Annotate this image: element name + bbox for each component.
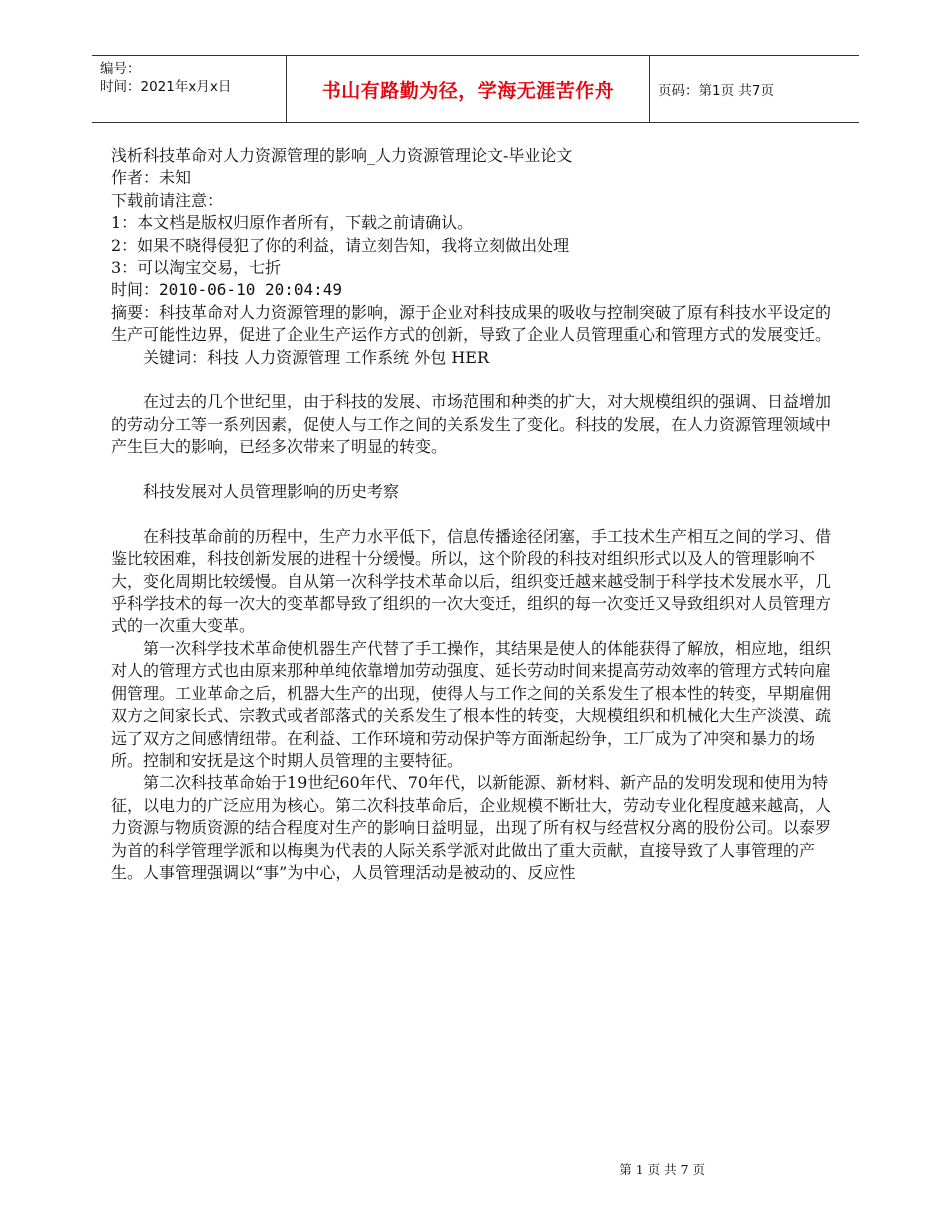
page-info: 页码：第1页 共7页 [658,83,774,99]
document-body [111,145,831,884]
header-left [100,60,231,96]
paragraph-3: 第一次科学技术革命使机器生产代替了手工操作，其结果是使人的体能获得了解放，相应地，组织对人的管理方式也由原来那种单纯依靠增加劳动强度、延长劳动时间来提高劳动效率的管理方式转向雇佣管理。工业革命之后，机器大生产的出现，使得人与工作之间的关系发生了根本性的转变，早期雇佣双方之间家长式、宗教式或者部落式的关系发生了根本性的转变，大规模组织和机械化大生产淡漠、疏远了双方之间感情纽带。在利益、工作环境和劳动保护等方面渐起纷争，工厂成为了冲突和暴力的场所。控制和安抚是这个时期人员管理的主要特征。 [111,638,832,770]
abstract: 摘要：科技革命对人力资源管理的影响，源于企业对科技成果的吸收与控制突破了原有科技水平设定的生产可能性边界，促进了企业生产运作方式的创新，导致了企业人员管理重心和管理方式的发展变迁。 [111,302,832,345]
doc-title: 浅析科技革命对人力资源管理的影响_人力资源管理论文-毕业论文 [111,146,573,165]
keywords: 关键词：科技 人力资源管理 工作系统 外包 HER [143,347,490,367]
time-label: 时间：2021年x月x日 [100,79,232,95]
page-header [92,55,859,123]
motto: 书山有路勤为径，学海无涯苦作舟 [286,56,650,122]
doc-author: 作者：未知 [111,168,192,188]
paragraph-1: 在过去的几个世纪里，由于科技的发展、市场范围和种类的扩大，对大规模组织的强调、日益增加的劳动分工等一系列因素，促使人与工作之间的关系发生了变化。科技的发展，在人力资源管理领域中产生巨大的影响，已经多次带来了明显的转变。 [111,392,832,457]
doc-time: 时间：2010-06-10 20:04:49 [111,280,343,300]
paragraph-4: 第二次科技革命始于19世纪60年代、70年代，以新能源、新材料、新产品的发明发现和使用为特征，以电力的广泛应用为核心。第二次科技革命后，企业规模不断壮大，劳动专业化程度越来越高，人力资源与物质资源的结合程度对生产的影响日益明显，出现了所有权与经营权分离的股份公司。以泰罗为首的科学管理学派和以梅奥为代表的人际关系学派对此做出了重大贡献，直接导致了人事管理的产生。人事管理强调以“事”为中心，人员管理活动是被动的、反应性 [111,773,832,882]
number-label: 编号： [100,61,141,77]
section-title: 科技发展对人员管理影响的历史考察 [143,482,400,502]
notice-title: 下载前请注意： [111,190,224,210]
notice-1: 1：本文档是版权归原作者所有，下载之前请确认。 [111,213,474,233]
paragraph-2: 在科技革命前的历程中，生产力水平低下，信息传播途径闭塞，手工技术生产相互之间的学习、借鉴比较困难，科技创新发展的进程十分缓慢。所以，这个阶段的科技对组织形式以及人的管理影响不大，变化周期比较缓慢。自从第一次科学技术革命以后，组织变迁越来越受制于科学技术发展水平，几乎科学技术的每一次大的变革都导致了组织的一次大变迁，组织的每一次变迁又导致组织对人员管理方式的一次重大变革。 [111,526,832,636]
notice-2: 2：如果不晓得侵犯了你的利益，请立刻告知，我将立刻做出处理 [111,235,570,255]
notice-3: 3：可以淘宝交易，七折 [111,258,282,278]
footer-page-number: 第 1 页 共 7 页 [619,1162,705,1177]
